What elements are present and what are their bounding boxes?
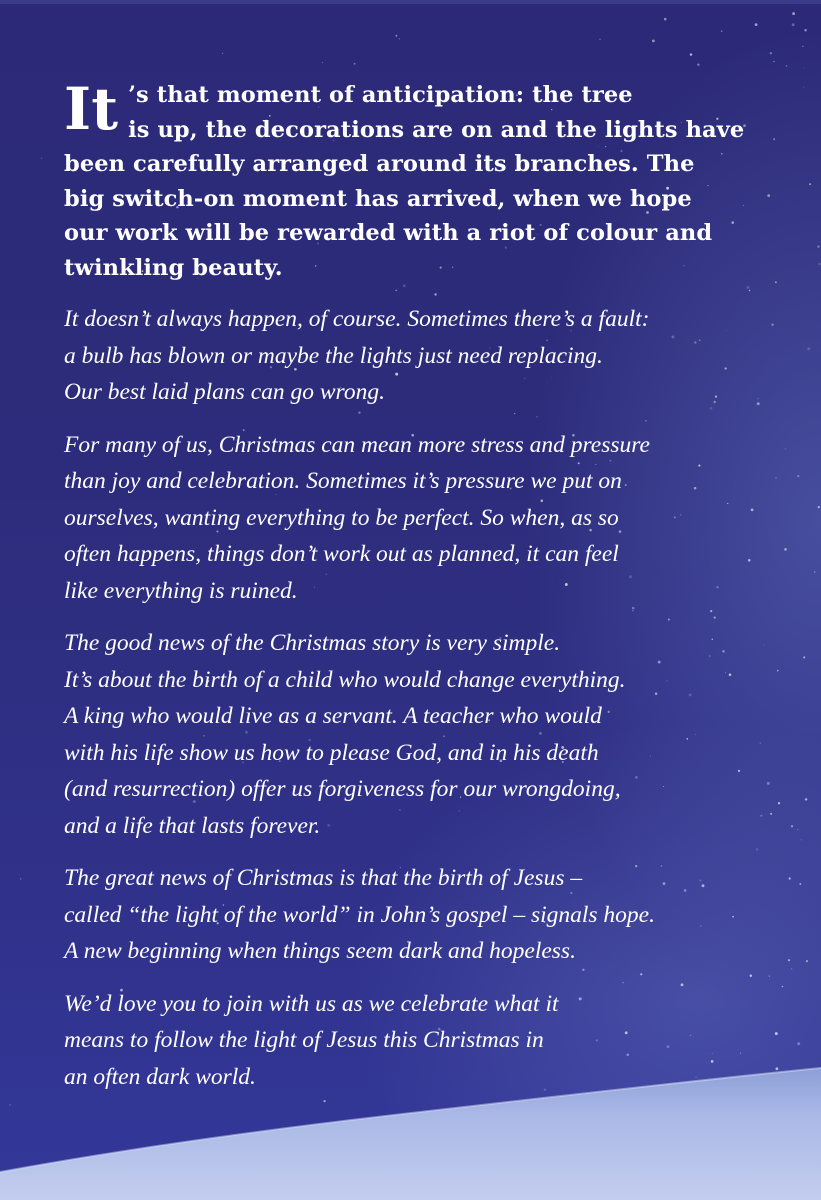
- text-line: For many of us, Christmas can mean more stress and pressure: [64, 431, 650, 458]
- intro-line: big switch-on moment has arrived, when we hope: [64, 185, 692, 212]
- paragraph-invitation: [64, 986, 764, 1096]
- text-line: and a life that lasts forever.: [64, 812, 321, 839]
- top-edge: [0, 0, 821, 4]
- paragraph-fault: [64, 301, 764, 411]
- paragraph-great-news: [64, 860, 764, 970]
- text-line: an often dark world.: [64, 1063, 256, 1090]
- text-line: often happens, things don’t work out as planned, it can feel: [64, 541, 619, 567]
- paragraph-good-news: [64, 625, 764, 844]
- text-line: Our best laid plans can go wrong.: [64, 379, 385, 405]
- text-line: (and resurrection) offer us forgiveness for our wrongdoing,: [64, 776, 621, 802]
- paragraph-stress: [64, 427, 764, 610]
- text-line: The good news of the Christmas story is very simple.: [64, 630, 561, 656]
- intro-paragraph: [64, 75, 764, 285]
- intro-line: is up, the decorations are on and the lights have: [128, 116, 745, 143]
- text-line: The great news of Christmas is that the birth of Jesus –: [64, 865, 583, 891]
- text-line: It doesn’t always happen, of course. Sometimes there’s a fault:: [64, 306, 650, 332]
- text-line: ourselves, wanting everything to be perfect. So when, as so: [64, 504, 619, 531]
- text-line: A new beginning when things seem dark and hopeless.: [64, 938, 576, 964]
- text-line: means to follow the light of Jesus this Christmas in: [64, 1027, 544, 1053]
- intro-line: ’s that moment of anticipation: the tree: [128, 82, 633, 108]
- text-line: than joy and celebration. Sometimes it’s pressure we put on: [64, 468, 622, 494]
- text-line: It’s about the birth of a child who would change everything.: [64, 666, 626, 693]
- letter-text: [64, 75, 764, 1111]
- text-line: a bulb has blown or maybe the lights just need replacing.: [64, 342, 603, 369]
- text-line: with his life show us how to please God, and in his death: [64, 739, 599, 766]
- intro-line: twinkling beauty.: [64, 254, 283, 281]
- intro-line: our work will be rewarded with a riot of colour and: [64, 220, 713, 246]
- drop-cap: It: [64, 75, 119, 143]
- text-line: We’d love you to join with us as we celebrate what it: [64, 990, 559, 1017]
- text-line: A king who would live as a servant. A teacher who would: [64, 703, 602, 729]
- intro-line: been carefully arranged around its branches. The: [64, 151, 695, 177]
- text-line: like everything is ruined.: [64, 577, 298, 604]
- text-line: called “the light of the world” in John’s gospel – signals hope.: [64, 901, 655, 928]
